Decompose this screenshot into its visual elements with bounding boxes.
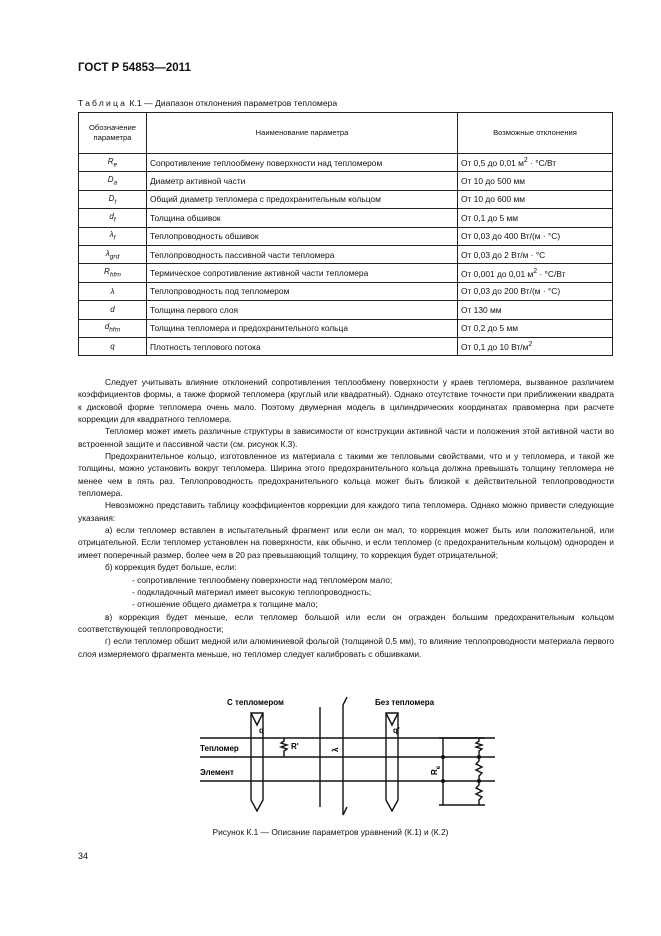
table-caption — [78, 98, 337, 108]
cell-deviation: От 0,5 до 0,01 $м^2 \cdot ^\circ С/Вт$ — [458, 154, 613, 172]
paragraph: - подкладочный материал имеет высокую теплопроводность; — [132, 586, 372, 597]
table-row — [79, 245, 613, 263]
cell-symbol: $\lambda_{grd}$ — [79, 245, 147, 263]
left-probe-arrow — [251, 713, 263, 725]
table-row — [79, 209, 613, 227]
cell-symbol: $D_t$ — [79, 190, 147, 208]
cell-symbol: λ — [79, 282, 147, 300]
node-dot-4 — [477, 779, 481, 783]
paragraph: - сопротивление теплообмену поверхности над тепломером мало; — [132, 574, 393, 585]
label-re — [430, 765, 442, 775]
cell-symbol: $R_{hfm}$ — [79, 264, 147, 282]
cell-parameter-name: Толщина первого слоя — [147, 301, 458, 319]
paragraph: Следует учитывать влияние отклонений сопротивления теплообмену поверхности у краев тепломера, вызванное различием коэффициентов формы, а также формой тепломера (круглый или квадратный). Однако отсутствие точности при приближении квадрата к дисковой форме тепломера очень мало. Поэтому двумерная модель в цилиндрических координатах правомерна при расчете коррекции для квадратного тепломера. — [78, 377, 614, 425]
table-caption-title: К.1 — Диапазон отклонения параметров тепломера — [127, 98, 338, 108]
label-q-prime: q' — [393, 726, 400, 735]
paragraph: г) если тепломер обшит медной или алюминиевой фольгой (толщиной 0,5 мм), то влияние теплопроводности материала первого слоя измеряемого фрагмента меньше, но тепломер следует калибровать с обшивками. — [78, 636, 614, 659]
document-header: ГОСТ Р 54853—2011 — [78, 62, 191, 74]
resistor-right-middle — [476, 757, 482, 781]
table-row — [79, 190, 613, 208]
paragraph: б) коррекция будет больше, если: — [105, 562, 237, 573]
label-heatmeter: Тепломер — [200, 744, 239, 753]
label-r-prime: R' — [291, 742, 299, 751]
figure-k1-diagram — [195, 695, 495, 820]
cell-symbol: q — [79, 337, 147, 355]
cell-deviation: От 0,2 до 5 мм — [458, 319, 613, 337]
column-header-deviation: Возможные отклонения — [458, 113, 613, 154]
node-dot-3 — [477, 755, 481, 759]
table-row — [79, 264, 613, 282]
cell-symbol: $\lambda_f$ — [79, 227, 147, 245]
cell-symbol: d — [79, 301, 147, 319]
column-header-name: Наименование параметра — [147, 113, 458, 154]
cell-deviation: От 0,1 до 10 $Вт/м^2$ — [458, 337, 613, 355]
page-number: 34 — [78, 851, 89, 861]
cell-symbol: $d_f$ — [79, 209, 147, 227]
table-row — [79, 282, 613, 300]
cell-deviation: От 0,03 до 200 Вт/(м · °С) — [458, 282, 613, 300]
right-probe-arrow — [386, 713, 398, 725]
cell-parameter-name: Теплопроводность под тепломером — [147, 282, 458, 300]
paragraph: а) если тепломер вставлен в испытательный фрагмент или если он мал, то коррекция может быть или положительной, или отрицательной. Если тепломер установлен на поверхности, как обычно, и если тепломер (с предохранительным кольцом) однороден и имеет поперечный размер, более чем в 20 раз превышающий толщину, то коррекция будет отрицательной; — [78, 525, 614, 560]
label-with-heatmeter: С тепломером — [227, 698, 284, 707]
cell-parameter-name: Диаметр активной части — [147, 172, 458, 190]
table-row — [79, 227, 613, 245]
table-caption-prefix: Таблица — [78, 98, 128, 108]
cell-parameter-name: Термическое сопротивление активной части тепломера — [147, 264, 458, 282]
column-header-symbol: Обозначение параметра — [79, 113, 147, 154]
parameters-table — [78, 112, 613, 356]
paragraph: - отношение общего диаметра к толщине мало; — [132, 599, 318, 610]
cell-symbol: $D_a$ — [79, 172, 147, 190]
paragraph: Невозможно представить таблицу коэффициентов коррекции для каждого типа тепломера. Однако можно привести следующие указания: — [78, 500, 614, 523]
node-dot-1 — [441, 755, 445, 759]
table-row — [79, 319, 613, 337]
cell-deviation: От 0,03 до 2 Вт/м · °С — [458, 245, 613, 263]
middle-divider-tick — [343, 697, 347, 705]
cell-deviation: От 130 мм — [458, 301, 613, 319]
cell-symbol: $d_{hfm}$ — [79, 319, 147, 337]
node-dot-2 — [441, 779, 445, 783]
table-row — [79, 301, 613, 319]
table-header-row — [79, 113, 613, 154]
label-re-main: R — [430, 769, 439, 775]
cell-parameter-name: Сопротивление теплообмену поверхности над тепломером — [147, 154, 458, 172]
cell-parameter-name: Толщина тепломера и предохранительного кольца — [147, 319, 458, 337]
label-lambda: λ — [331, 747, 340, 752]
paragraph: Предохранительное кольцо, изготовленное из материала с такими же тепловыми свойствами, что и у тепломера, и такой же толщины, можно установить вокруг тепломера. Ширина этого предохранительного кольца должна превышать толщину тепломера не менее чем в пять раз. Теплопроводность предохранительного кольца может быть близкой к действительной теплопроводности тепломера. — [78, 451, 614, 499]
figure-caption: Рисунок К.1 — Описание параметров уравнений (К.1) и (К.2) — [212, 827, 449, 837]
cell-parameter-name: Теплопроводность пассивной части тепломера — [147, 245, 458, 263]
cell-parameter-name: Общий диаметр тепломера с предохранительным кольцом — [147, 190, 458, 208]
cell-deviation: От 0,1 до 5 мм — [458, 209, 613, 227]
paragraph: Тепломер может иметь различные структуры в зависимости от конструкции активной части и положения этой активной части во встроенной защите и пассивной части (см. рисунок К.3). — [78, 426, 614, 449]
body-text — [78, 376, 614, 660]
table-row — [79, 172, 613, 190]
table-row — [79, 154, 613, 172]
cell-symbol: $R_e$ — [79, 154, 147, 172]
label-q: q — [259, 726, 264, 735]
label-without-heatmeter: Без тепломера — [375, 698, 435, 707]
cell-parameter-name: Толщина обшивок — [147, 209, 458, 227]
cell-deviation: От 0,03 до 400 Вт/(м · °С) — [458, 227, 613, 245]
cell-parameter-name: Плотность теплового потока — [147, 337, 458, 355]
resistor-right-top — [476, 738, 482, 757]
resistor-left — [281, 738, 287, 757]
cell-deviation: От 0,001 до 0,01 $м^2 \cdot ^\circ С/Вт$ — [458, 264, 613, 282]
cell-parameter-name: Теплопроводность обшивок — [147, 227, 458, 245]
label-element: Элемент — [200, 768, 234, 777]
resistor-right-bottom — [476, 781, 482, 805]
table-row — [79, 337, 613, 355]
cell-deviation: От 10 до 500 мм — [458, 172, 613, 190]
label-re-sub: e — [436, 765, 442, 770]
cell-deviation: От 10 до 600 мм — [458, 190, 613, 208]
paragraph: в) коррекция будет меньше, если тепломер большой или если он огражден большим предохранительным кольцом соответствующей теплопроводности; — [78, 611, 614, 634]
